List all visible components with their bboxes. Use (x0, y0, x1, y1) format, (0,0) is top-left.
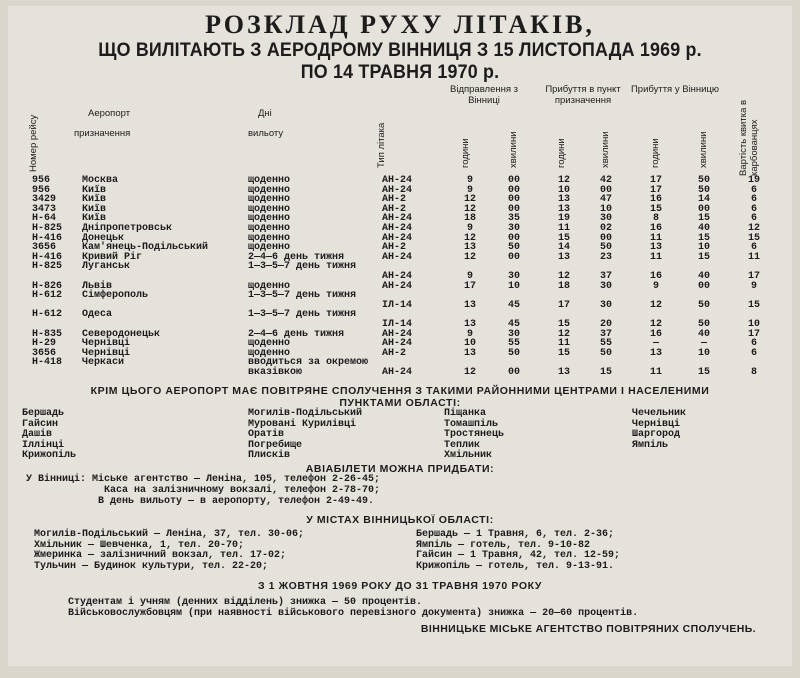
flight-number-cell: 956 (32, 175, 51, 186)
aircraft-type-cell: ІЛ-14 (382, 318, 413, 330)
return-minute-cell: 50 (697, 299, 710, 311)
return-hour-cell: 16 (649, 270, 662, 282)
flight-number-cell: Н-835 (32, 328, 63, 340)
arrival-hour-cell: 13 (557, 194, 570, 206)
header-return-minutes: хвилини (698, 131, 709, 168)
region-cities-left (34, 530, 304, 573)
price-cell: 6 (750, 184, 757, 196)
arrival-hour-cell: 15 (557, 232, 570, 244)
flight-number-cell: Н-825 (32, 261, 63, 273)
destination-cell: Москва (82, 175, 119, 186)
table-row (8, 291, 792, 310)
departure-minute-cell: 35 (507, 213, 520, 225)
flight-number-cell: Н-64 (32, 213, 57, 225)
discount-heading: З 1 ЖОВТНЯ 1969 РОКУ ДО 31 ТРАВНЯ 1970 РОКУ (257, 579, 543, 592)
return-hour-cell: 13 (649, 242, 662, 254)
regional-column-3 (444, 409, 504, 461)
arrival-minute-cell: 55 (599, 338, 612, 350)
list-item: Жмеринка — залізничний вокзал, тел. 17-02; (34, 550, 287, 562)
flight-number-cell: 956 (32, 184, 51, 196)
return-hour-cell: — (652, 338, 659, 350)
header-destination: призначення (74, 128, 131, 139)
regional-heading-1: КРІМ ЦЬОГО АЕРОПОРТ МАЄ ПОВІТРЯНЕ СПОЛУЧЕННЯ З ТАКИМИ РАЙОННИМИ ЦЕНТРАМИ І НАСЕЛЕНИМИ (90, 385, 710, 398)
list-item: Крижопіль — готель, тел. 9-13-91. (416, 561, 615, 573)
departure-minute-cell: 00 (507, 194, 520, 206)
departure-minute-cell: 30 (507, 328, 520, 340)
header-departure-minutes: хвилини (508, 131, 519, 168)
tickets-line-2: Каса на залізничному вокзалі, телефон 2-78-70; (104, 485, 381, 497)
days-cell: 1—3—5—7 день тижня (248, 261, 357, 273)
price-cell: 17 (747, 328, 760, 340)
flight-number-cell: Н-612 (32, 290, 63, 302)
region-cities (8, 530, 792, 574)
table-column-headers (8, 84, 792, 176)
return-minute-cell: 14 (697, 194, 710, 206)
list-item: Тульчин — Будинок культури, тел. 22-20; (34, 561, 269, 573)
return-hour-cell: 16 (649, 328, 662, 340)
departure-hour-cell: 12 (463, 232, 476, 244)
arrival-hour-cell: 12 (557, 328, 570, 340)
flight-table (8, 176, 792, 377)
arrival-hour-cell: 10 (557, 184, 570, 196)
return-hour-cell: 11 (649, 232, 662, 244)
list-item: Томашпіль (444, 418, 499, 430)
list-item: Ямпіль (632, 439, 669, 451)
list-item: Чечельник (632, 408, 687, 420)
list-item: Дашів (22, 429, 53, 441)
arrival-hour-cell: 11 (557, 222, 570, 234)
flight-number-cell: Н-418 (32, 357, 63, 369)
departure-hour-cell: 18 (463, 213, 476, 225)
header-arrival-group: Прибуття в пункт призначення (545, 84, 621, 106)
tickets-line-3: В день вильоту — в аеропорту, телефон 2-49-49. (98, 496, 375, 508)
return-minute-cell: 40 (697, 222, 710, 234)
departure-hour-cell: 12 (463, 366, 476, 378)
departure-minute-cell: 45 (507, 299, 520, 311)
regional-column-1 (22, 409, 76, 461)
flight-number-cell: Н-825 (32, 222, 63, 234)
list-item: Ямпіль — готель, тел. 9-10-82 (416, 539, 591, 551)
destination-cell: Кривий Ріг (82, 251, 143, 263)
list-item: Могилів-Подільський — Леніна, 37, тел. 30-06; (34, 528, 305, 540)
days-cell: щоденно (248, 347, 291, 359)
departure-minute-cell: 10 (507, 280, 520, 292)
departure-minute-cell: 00 (507, 251, 520, 263)
departure-hour-cell: 13 (463, 242, 476, 254)
signature: ВІННИЦЬКЕ МІСЬКЕ АГЕНТСТВО ПОВІТРЯНИХ СПОЛУЧЕНЬ. (420, 623, 756, 636)
arrival-hour-cell: 13 (557, 366, 570, 378)
destination-cell: Донецьк (82, 232, 125, 244)
arrival-minute-cell: 30 (599, 299, 612, 311)
return-minute-cell: 10 (697, 347, 710, 359)
destination-cell: Чернівці (82, 347, 131, 359)
header-departure-group: Відправлення з Вінниці (450, 84, 518, 106)
region-cities-right (416, 530, 620, 573)
header-departure-days: вильоту (248, 128, 284, 139)
days-cell: 1—3—5—7 день тижня (248, 290, 357, 302)
return-minute-cell: 40 (697, 328, 710, 340)
aircraft-type-cell: АН-24 (382, 338, 413, 350)
arrival-hour-cell: 15 (557, 318, 570, 330)
days-cell: вводиться за окремою вказівкою (248, 357, 369, 378)
destination-cell: Черкаси (82, 357, 125, 369)
aircraft-type-cell: АН-2 (382, 347, 407, 359)
header-days: Дні (258, 108, 272, 119)
arrival-minute-cell: 00 (599, 232, 612, 244)
return-minute-cell: 00 (697, 203, 710, 215)
days-cell: 2—4—6 день тижня (248, 251, 345, 263)
arrival-minute-cell: 15 (599, 366, 612, 378)
aircraft-type-cell: АН-24 (382, 280, 413, 292)
header-aircraft-type: Тип літака (376, 122, 387, 168)
destination-cell: Кам'янець-Подільський (82, 242, 209, 254)
return-hour-cell: 9 (652, 280, 659, 292)
destination-cell: Львів (82, 280, 113, 292)
departure-minute-cell: 00 (507, 203, 520, 215)
return-hour-cell: 17 (649, 184, 662, 196)
return-hour-cell: 12 (649, 318, 662, 330)
regional-heading-2: ПУНКТАМИ ОБЛАСТІ: (339, 397, 461, 410)
arrival-minute-cell: 37 (599, 328, 612, 340)
days-cell: щоденно (248, 175, 291, 186)
departure-hour-cell: 9 (466, 184, 473, 196)
header-airport: Аеропорт (88, 108, 131, 119)
list-item: Крижопіль (22, 450, 77, 462)
flight-number-cell: Н-826 (32, 280, 63, 292)
price-cell: 15 (747, 299, 760, 311)
arrival-hour-cell: 12 (557, 270, 570, 282)
list-item: Бершадь — 1 Травня, 6, тел. 2-36; (416, 528, 615, 540)
header-flight-number: Номер рейсу (28, 114, 39, 172)
departure-hour-cell: 12 (463, 194, 476, 206)
arrival-minute-cell: 20 (599, 318, 612, 330)
aircraft-type-cell: АН-24 (382, 222, 413, 234)
price-cell: 10 (747, 318, 760, 330)
arrival-minute-cell: 30 (599, 213, 612, 225)
departure-hour-cell: 13 (463, 299, 476, 311)
departure-hour-cell: 13 (463, 347, 476, 359)
list-item: Чернівці (632, 418, 681, 430)
flight-number-cell: 3429 (32, 194, 57, 206)
return-hour-cell: 8 (652, 213, 659, 225)
departure-minute-cell: 00 (507, 184, 520, 196)
days-cell: щоденно (248, 184, 291, 196)
price-cell: 6 (750, 203, 757, 215)
arrival-hour-cell: 12 (557, 175, 570, 186)
arrival-minute-cell: 10 (599, 203, 612, 215)
departure-minute-cell: 50 (507, 347, 520, 359)
destination-cell: Київ (82, 203, 107, 215)
table-row (8, 262, 792, 281)
aircraft-type-cell: АН-24 (382, 232, 413, 244)
flight-number-cell: 3473 (32, 203, 57, 215)
days-cell: щоденно (248, 338, 291, 350)
aircraft-type-cell: АН-24 (382, 184, 413, 196)
table-row (8, 349, 792, 359)
arrival-minute-cell: 02 (599, 222, 612, 234)
arrival-minute-cell: 50 (599, 347, 612, 359)
tickets-info (8, 475, 792, 507)
price-cell: 19 (747, 175, 760, 186)
departure-minute-cell: 50 (507, 242, 520, 254)
destination-cell: Чернівці (82, 338, 131, 350)
list-item: Гайсин — 1 Травня, 42, тел. 12-59; (416, 550, 621, 562)
aircraft-type-cell: АН-24 (382, 366, 413, 378)
list-item: Піщанка (444, 408, 487, 420)
return-hour-cell: 16 (649, 194, 662, 206)
destination-cell: Дніпропетровськ (82, 222, 173, 234)
days-cell: щоденно (248, 242, 291, 254)
days-cell: 2—4—6 день тижня (248, 328, 345, 340)
days-cell: щоденно (248, 213, 291, 225)
return-minute-cell: 15 (697, 251, 710, 263)
days-cell: щоденно (248, 203, 291, 215)
departure-minute-cell: 45 (507, 318, 520, 330)
arrival-minute-cell: 23 (599, 251, 612, 263)
destination-cell: Сімферополь (82, 290, 149, 302)
schedule-header (8, 6, 792, 84)
header-return-hours: години (650, 138, 661, 168)
price-cell: 6 (750, 347, 757, 359)
list-item: Муровані Курилівці (248, 418, 357, 430)
discount-info (8, 598, 792, 620)
price-cell: 6 (750, 338, 757, 350)
return-minute-cell: — (700, 338, 707, 350)
header-arrival-minutes: хвилини (600, 131, 611, 168)
return-minute-cell: 40 (697, 270, 710, 282)
subtitle-line-2: ПО 14 ТРАВНЯ 1970 р. (300, 62, 500, 83)
aircraft-type-cell: АН-2 (382, 203, 407, 215)
regional-column-2 (248, 409, 362, 461)
list-item: Шаргород (632, 429, 681, 441)
price-cell: 8 (750, 366, 757, 378)
days-cell: щоденно (248, 280, 291, 292)
newspaper-clipping (8, 6, 792, 666)
tickets-line-1: У Вінниці: Міське агентство — Леніна, 105, телефон 2-26-45; (26, 474, 381, 486)
tickets-heading: АВІАБІЛЕТИ МОЖНА ПРИДБАТИ: (305, 463, 495, 476)
departure-hour-cell: 9 (466, 175, 473, 186)
flight-number-cell: 3656 (32, 347, 57, 359)
price-cell: 11 (747, 251, 760, 263)
departure-hour-cell: 12 (463, 251, 476, 263)
return-minute-cell: 15 (697, 366, 710, 378)
price-cell: 6 (750, 194, 757, 206)
return-hour-cell: 11 (649, 366, 662, 378)
flight-number-cell: Н-416 (32, 251, 63, 263)
return-minute-cell: 50 (697, 175, 710, 186)
departure-hour-cell: 12 (463, 203, 476, 215)
header-return-group: Прибуття у Вінницю (630, 84, 720, 95)
aircraft-type-cell: АН-24 (382, 251, 413, 263)
table-row (8, 358, 792, 377)
flight-number-cell: Н-29 (32, 338, 57, 350)
return-minute-cell: 15 (697, 213, 710, 225)
aircraft-type-cell: АН-24 (382, 175, 413, 186)
arrival-minute-cell: 37 (599, 270, 612, 282)
destination-cell: Київ (82, 194, 107, 206)
list-item: Гайсин (22, 418, 59, 430)
return-hour-cell: 13 (649, 347, 662, 359)
arrival-minute-cell: 47 (599, 194, 612, 206)
return-minute-cell: 50 (697, 184, 710, 196)
departure-hour-cell: 10 (463, 338, 476, 350)
return-hour-cell: 16 (649, 222, 662, 234)
list-item: Іллінці (22, 439, 65, 451)
destination-cell: Одеса (82, 309, 113, 321)
departure-minute-cell: 30 (507, 222, 520, 234)
arrival-hour-cell: 15 (557, 347, 570, 359)
table-row (8, 310, 792, 329)
list-item: Оратів (248, 429, 285, 441)
departure-minute-cell: 55 (507, 338, 520, 350)
return-hour-cell: 11 (649, 251, 662, 263)
departure-hour-cell: 9 (466, 222, 473, 234)
aircraft-type-cell: ІЛ-14 (382, 299, 413, 311)
arrival-hour-cell: 13 (557, 203, 570, 215)
arrival-hour-cell: 13 (557, 251, 570, 263)
arrival-minute-cell: 30 (599, 280, 612, 292)
discount-line-1: Студентам і учням (денних відділень) знижка — 50 процентів. (68, 596, 423, 608)
days-cell: щоденно (248, 232, 291, 244)
list-item: Хмільник — Шевченка, 1, тел. 20-70; (34, 539, 245, 551)
aircraft-type-cell: АН-2 (382, 194, 407, 206)
departure-hour-cell: 17 (463, 280, 476, 292)
destination-cell: Северодонецьк (82, 328, 161, 340)
departure-hour-cell: 13 (463, 318, 476, 330)
arrival-hour-cell: 18 (557, 280, 570, 292)
header-arrival-hours: години (556, 138, 567, 168)
flight-number-cell: Н-612 (32, 309, 63, 321)
aircraft-type-cell: АН-24 (382, 270, 413, 282)
price-cell: 12 (747, 222, 760, 234)
price-cell: 6 (750, 242, 757, 254)
aircraft-type-cell: АН-2 (382, 242, 407, 254)
destination-cell: Київ (82, 213, 107, 225)
return-minute-cell: 00 (697, 280, 710, 292)
price-cell: 6 (750, 213, 757, 225)
list-item: Погребище (248, 439, 303, 451)
days-cell: щоденно (248, 194, 291, 206)
arrival-minute-cell: 42 (599, 175, 612, 186)
days-cell: щоденно (248, 222, 291, 234)
price-cell: 9 (750, 280, 757, 292)
aircraft-type-cell: АН-24 (382, 213, 413, 225)
return-minute-cell: 10 (697, 242, 710, 254)
list-item: Теплик (444, 439, 481, 451)
arrival-hour-cell: 17 (557, 299, 570, 311)
price-cell: 17 (747, 270, 760, 282)
departure-minute-cell: 00 (507, 175, 520, 186)
return-minute-cell: 15 (697, 232, 710, 244)
list-item: Могилів-Подільський (248, 408, 363, 420)
departure-hour-cell: 9 (466, 328, 473, 340)
header-price: Вартість квитка в карбованцях (738, 99, 760, 176)
aircraft-type-cell: АН-24 (382, 328, 413, 340)
arrival-hour-cell: 19 (557, 213, 570, 225)
arrival-hour-cell: 11 (557, 338, 570, 350)
destination-cell: Київ (82, 184, 107, 196)
region-cities-heading: У МІСТАХ ВІННИЦЬКОЇ ОБЛАСТІ: (306, 513, 494, 526)
return-hour-cell: 15 (649, 203, 662, 215)
list-item: Плисків (248, 450, 291, 462)
flight-number-cell: Н-416 (32, 232, 63, 244)
flight-number-cell: 3656 (32, 242, 57, 254)
departure-minute-cell: 00 (507, 232, 520, 244)
return-hour-cell: 17 (649, 175, 662, 186)
regional-destinations (8, 408, 792, 462)
days-cell: 1—3—5—7 день тижня (248, 309, 357, 321)
arrival-minute-cell: 00 (599, 184, 612, 196)
arrival-hour-cell: 14 (557, 242, 570, 254)
list-item: Тростянець (444, 429, 505, 441)
return-minute-cell: 50 (697, 318, 710, 330)
discount-line-2: Військовослужбовцям (при наявності військового перевізного документа) знижка — 20—60 процентів. (68, 607, 639, 619)
page-title: РОЗКЛАД РУХУ ЛІТАКІВ, (205, 10, 595, 39)
arrival-minute-cell: 50 (599, 242, 612, 254)
subtitle-line-1: ЩО ВИЛІТАЮТЬ З АЕРОДРОМУ ВІННИЦЯ З 15 ЛИСТОПАДА 1969 р. (98, 40, 702, 61)
price-cell: 15 (747, 232, 760, 244)
list-item: Бершадь (22, 408, 65, 420)
departure-hour-cell: 9 (466, 270, 473, 282)
destination-cell: Луганськ (82, 261, 131, 273)
departure-minute-cell: 30 (507, 270, 520, 282)
return-hour-cell: 12 (649, 299, 662, 311)
header-departure-hours: години (460, 138, 471, 168)
regional-column-4 (632, 409, 686, 451)
departure-minute-cell: 00 (507, 366, 520, 378)
list-item: Хмільник (444, 450, 493, 462)
